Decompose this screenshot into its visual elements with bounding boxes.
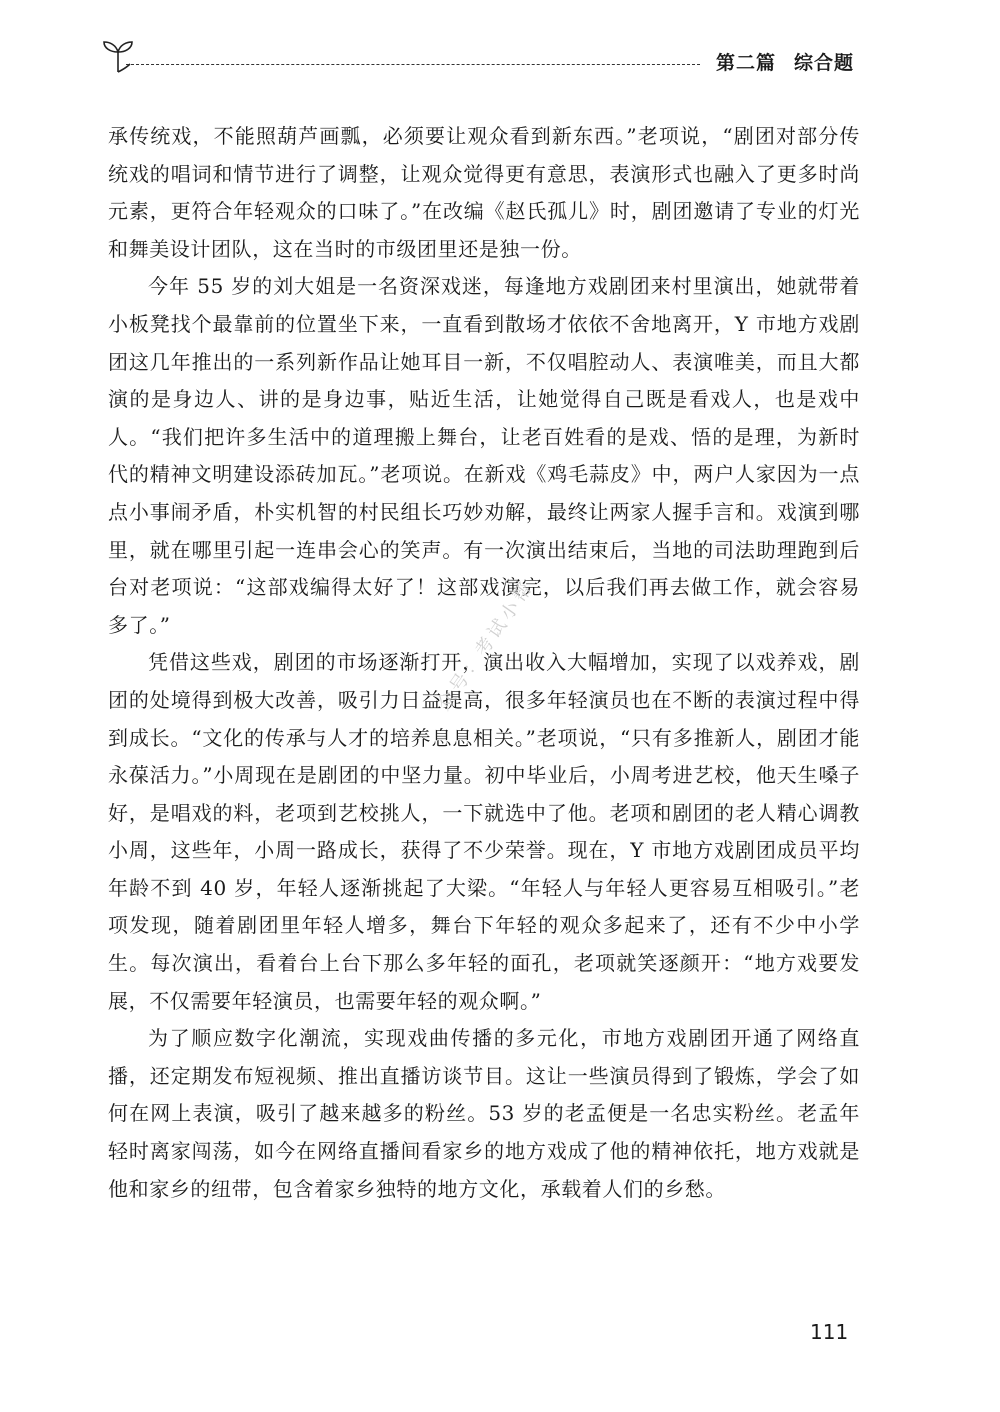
watermark: 众号：考试小帮 — [433, 576, 539, 715]
header-rule — [126, 64, 700, 65]
header-chapter-title: 综合题 — [793, 52, 854, 74]
page-number: 111 — [810, 1320, 849, 1344]
header-section: 第二篇 — [715, 52, 776, 74]
paragraph-4: 为了顺应数字化潮流，实现戏曲传播的多元化，市地方戏剧团开通了网络直播，还定期发布短视频、推出直播访谈节目。这让一些演员得到了锻炼，学会了如何在网上表演，吸引了越来越多的粉丝。53 岁的老孟便是一名忠实粉丝。老孟年轻时离家闯荡，如今在网络直播间看家乡的地方戏成了他的精神依托，地方戏就是他和家乡的纽带，包含着家乡独特的地方文化，承载着人们的乡愁。 — [108, 1026, 860, 1201]
header-title — [716, 48, 854, 75]
paragraph-3: 凭借这些戏，剧团的市场逐渐打开，演出收入大幅增加，实现了以戏养戏，剧团的处境得到极大改善，吸引力日益提高，很多年轻演员也在不断的表演过程中得到成长。“文化的传承与人才的培养息息相关。”老项说，“只有多推新人，剧团才能永葆活力。”小周现在是剧团的中坚力量。初中毕业后，小周考进艺校，他天生嗓子好，是唱戏的料，老项到艺校挑人，一下就选中了他。老项和剧团的老人精心调教小周，这些年，小周一路成长，获得了不少荣誉。现在，Y 市地方戏剧团成员平均年龄不到 40 岁，年轻人逐渐挑起了大梁。“年轻人与年轻人更容易互相吸引。”老项发现，随着剧团里年轻人增多，舞台下年轻的观众多起来了，还有不少中小学生。每次演出，看着台上台下那么多年轻的面孔，老项就笑逐颜开：“地方戏要发展，不仅需要年轻演员，也需要年轻的观众啊。” — [108, 650, 860, 1013]
paragraph-1: 承传统戏，不能照葫芦画瓢，必须要让观众看到新东西。”老项说，“剧团对部分传统戏的唱词和情节进行了调整，让观众觉得更有意思，表演形式也融入了更多时尚元素，更符合年轻观众的口味了。”在改编《赵氏孤儿》时，剧团邀请了专业的灯光和舞美设计团队，这在当时的市级团里还是独一份。 — [108, 124, 860, 261]
page-header — [100, 34, 860, 78]
paragraph-2: 今年 55 岁的刘大姐是一名资深戏迷，每逢地方戏剧团来村里演出，她就带着小板凳找个最靠前的位置坐下来，一直看到散场才依依不舍地离开，Y 市地方戏剧团这几年推出的一系列新作品让她耳目一新，不仅唱腔动人、表演唯美，而且大都演的是身边人、讲的是身边事，贴近生活，让她觉得自己既是看戏人，也是戏中人。“我们把许多生活中的道理搬上舞台，让老百姓看的是戏、悟的是理，为新时代的精神文明建设添砖加瓦。”老项说。在新戏《鸡毛蒜皮》中，两户人家因为一点点小事闹矛盾，朴实机智的村民组长巧妙劝解，最终让两家人握手言和。戏演到哪里，就在哪里引起一连串会心的笑声。有一次演出结束后，当地的司法助理跑到后台对老项说：“这部戏编得太好了！这部戏演完，以后我们再去做工作，就会容易多了。” — [108, 274, 860, 637]
sprout-icon — [100, 34, 136, 74]
